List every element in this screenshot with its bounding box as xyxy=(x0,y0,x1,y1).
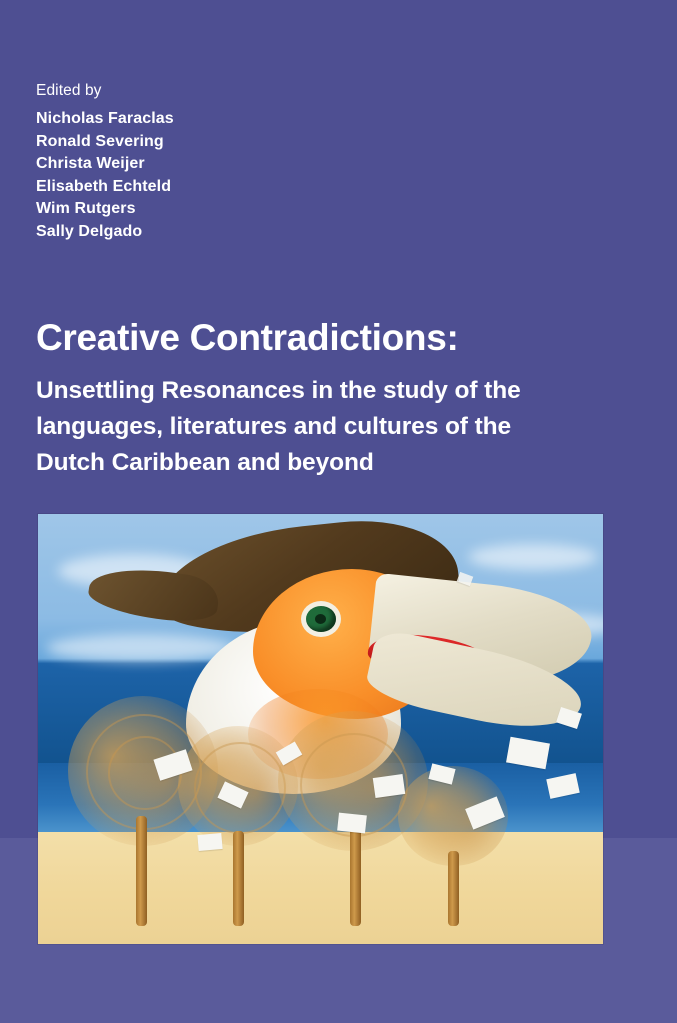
cover-artwork xyxy=(38,514,603,944)
editor-name: Sally Delgado xyxy=(36,222,143,240)
cloud-shape xyxy=(468,544,598,570)
litter-piece xyxy=(197,833,222,851)
subtitle-line: languages, literatures and cultures of the xyxy=(36,413,512,440)
edited-by-label: Edited by xyxy=(36,82,102,99)
tree-trunk xyxy=(233,831,244,926)
tree-trunk xyxy=(350,826,361,926)
book-title: Creative Contradictions: xyxy=(36,317,459,358)
book-subtitle xyxy=(36,373,637,481)
bird-eye xyxy=(306,606,336,632)
editor-name: Nicholas Faraclas xyxy=(36,110,174,127)
editor-name: Ronald Severing xyxy=(36,132,164,150)
tree-trunk xyxy=(448,851,459,926)
litter-piece xyxy=(337,813,367,834)
subtitle-line: Unsettling Resonances in the study of the xyxy=(36,377,521,404)
editor-name: Christa Weijer xyxy=(36,155,145,172)
litter-piece xyxy=(373,774,405,798)
editor-name: Wim Rutgers xyxy=(36,200,136,217)
subtitle-line: Dutch Caribbean and beyond xyxy=(36,449,374,476)
tree xyxy=(398,766,508,926)
cloud-shape xyxy=(46,634,236,662)
title-block xyxy=(36,315,637,481)
editors-block xyxy=(36,82,174,243)
editor-name: Elisabeth Echteld xyxy=(36,177,172,195)
tree-trunk xyxy=(136,816,147,926)
